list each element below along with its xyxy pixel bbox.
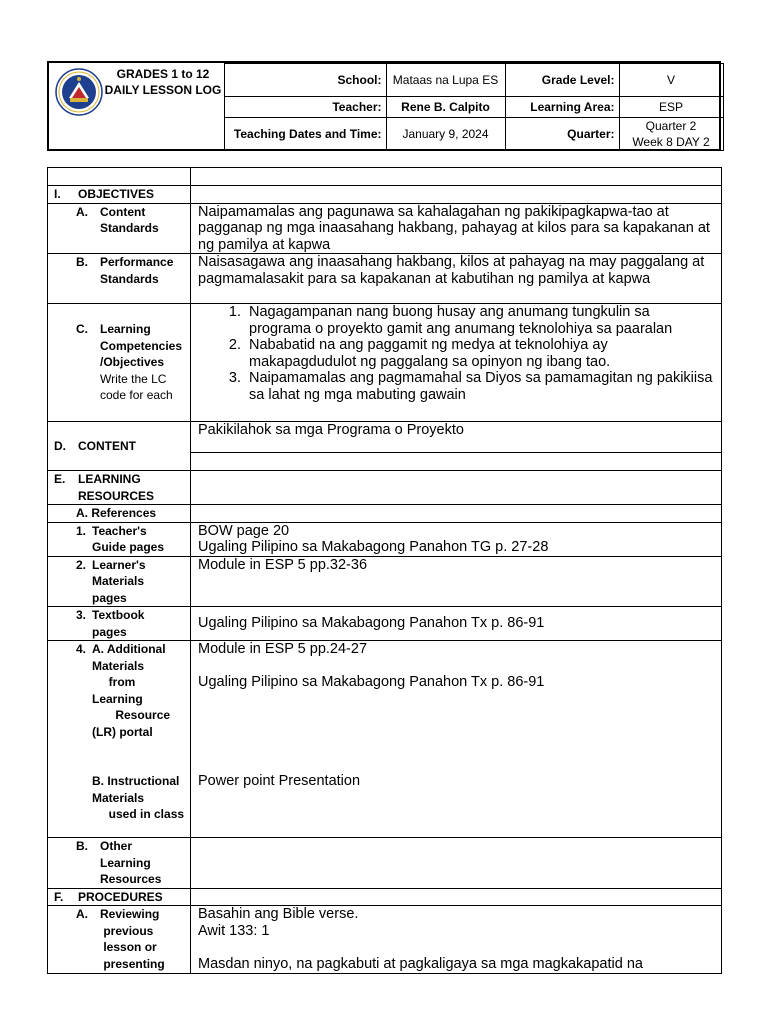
header-table [47, 61, 721, 151]
textbook-text: Ugaling Pilipino sa Makabagong Panahon Tx p. 86-91 [191, 607, 722, 641]
instructional-materials-text: Power point Presentation [198, 772, 361, 789]
blank-cell [191, 186, 722, 204]
reviewing-text: Basahin ang Bible verse. Awit 133: 1 Masdan ninyo, na pagkabuti at pagkaligaya sa mga magkakapatid na [191, 906, 722, 974]
performance-standards-text: Naisasagawa ang inaasahang hakbang, kilos at pahayag na may paggalang at pagmamalasakit para sa kapakanan at kabutihan ng pamilya at kapwa [191, 254, 722, 304]
references-label: A. References [48, 505, 191, 523]
grade-level-label: Grade Level: [505, 64, 619, 97]
other-resources-label: B. Other Learning Resources [48, 838, 191, 889]
content-label: D. CONTENT [48, 422, 191, 471]
teacher-label: Teacher: [224, 97, 386, 118]
teacher-value: Rene B. Calpito [386, 97, 505, 118]
teachers-guide-text: BOW page 20 Ugaling Pilipino sa Makabagong Panahon TG p. 27-28 [191, 522, 722, 556]
learning-area-value: ESP [619, 97, 723, 118]
competencies-list [198, 304, 715, 403]
blank-cell [191, 471, 722, 505]
blank-cell [191, 888, 722, 906]
reviewing-label: A. Reviewing previous lesson or presenting [48, 906, 191, 974]
content-text: Pakikilahok sa mga Programa o Proyekto [191, 422, 722, 453]
objectives-heading: I. OBJECTIVES [48, 186, 191, 204]
instructional-materials-label: B. Instructional Materials used in class [92, 774, 185, 821]
deped-seal-icon [55, 68, 103, 116]
blank-cell [191, 838, 722, 889]
school-value: Mataas na Lupa ES [386, 64, 505, 97]
procedures-heading: F. PROCEDURES [48, 888, 191, 906]
learning-area-label: Learning Area: [505, 97, 619, 118]
teachers-guide-label: 1. Teacher's Guide pages [48, 522, 191, 556]
blank-cell [191, 453, 722, 471]
competencies-list-cell [191, 304, 722, 422]
learners-materials-text: Module in ESP 5 pp.32-36 [191, 556, 722, 607]
dates-value: January 9, 2024 [386, 118, 505, 151]
grade-level-value: V [619, 64, 723, 97]
content-standards-label: A. Content Standards [48, 203, 191, 254]
logo-cell [49, 64, 224, 151]
school-label: School: [224, 64, 386, 97]
competencies-label: C. Learning Competencies /Objectives Write the LC code for each [48, 304, 191, 422]
blank-cell [191, 168, 722, 186]
quarter-value: Quarter 2 Week 8 DAY 2 [619, 118, 723, 151]
content-standards-text: Naipamamalas ang pagunawa sa kahalagahan ng pakikipagkapwa-tao at pagganap ng mga inaasahang hakbang, pahayag at kilos para sa kapakanan at ng pamilya at kapwa [191, 203, 722, 254]
performance-standards-label: B. Performance Standards [48, 254, 191, 304]
learners-materials-label: 2. Learner's Materials pages [48, 556, 191, 607]
lesson-table [47, 167, 721, 974]
dll-title: GRADES 1 to 12 DAILY LESSON LOG [104, 66, 222, 97]
learning-resources-heading: E. LEARNING RESOURCES [48, 471, 191, 505]
blank-cell [191, 505, 722, 523]
quarter-label: Quarter: [505, 118, 619, 151]
competency-item: 3. Naipamamalas ang pagmamahal sa Diyos sa pamamagitan ng pakikiisa sa lahat ng mga mabuting gawain [245, 370, 715, 403]
dates-label: Teaching Dates and Time: [224, 118, 386, 151]
textbook-label: 3. Textbook pages [48, 607, 191, 641]
additional-materials-label: 4. A. Additional Materials from Learning Resource (LR) portal B. Instructional Materials used in class [48, 641, 191, 838]
blank-cell [48, 168, 191, 186]
additional-materials-text: Module in ESP 5 pp.24-27 Ugaling Pilipino sa Makabagong Panahon Tx p. 86-91 Power point Presentation [191, 641, 722, 838]
competency-item: 2. Nababatid na ang paggamit ng medya at teknolohiya ay makapagdudulot ng paggalang sa opinyon ng ibang tao. [245, 337, 715, 370]
competency-item: 1. Nagagampanan nang buong husay ang anumang tungkulin sa programa o proyekto gamit ang anumang teknolohiya sa paaralan [245, 304, 715, 337]
